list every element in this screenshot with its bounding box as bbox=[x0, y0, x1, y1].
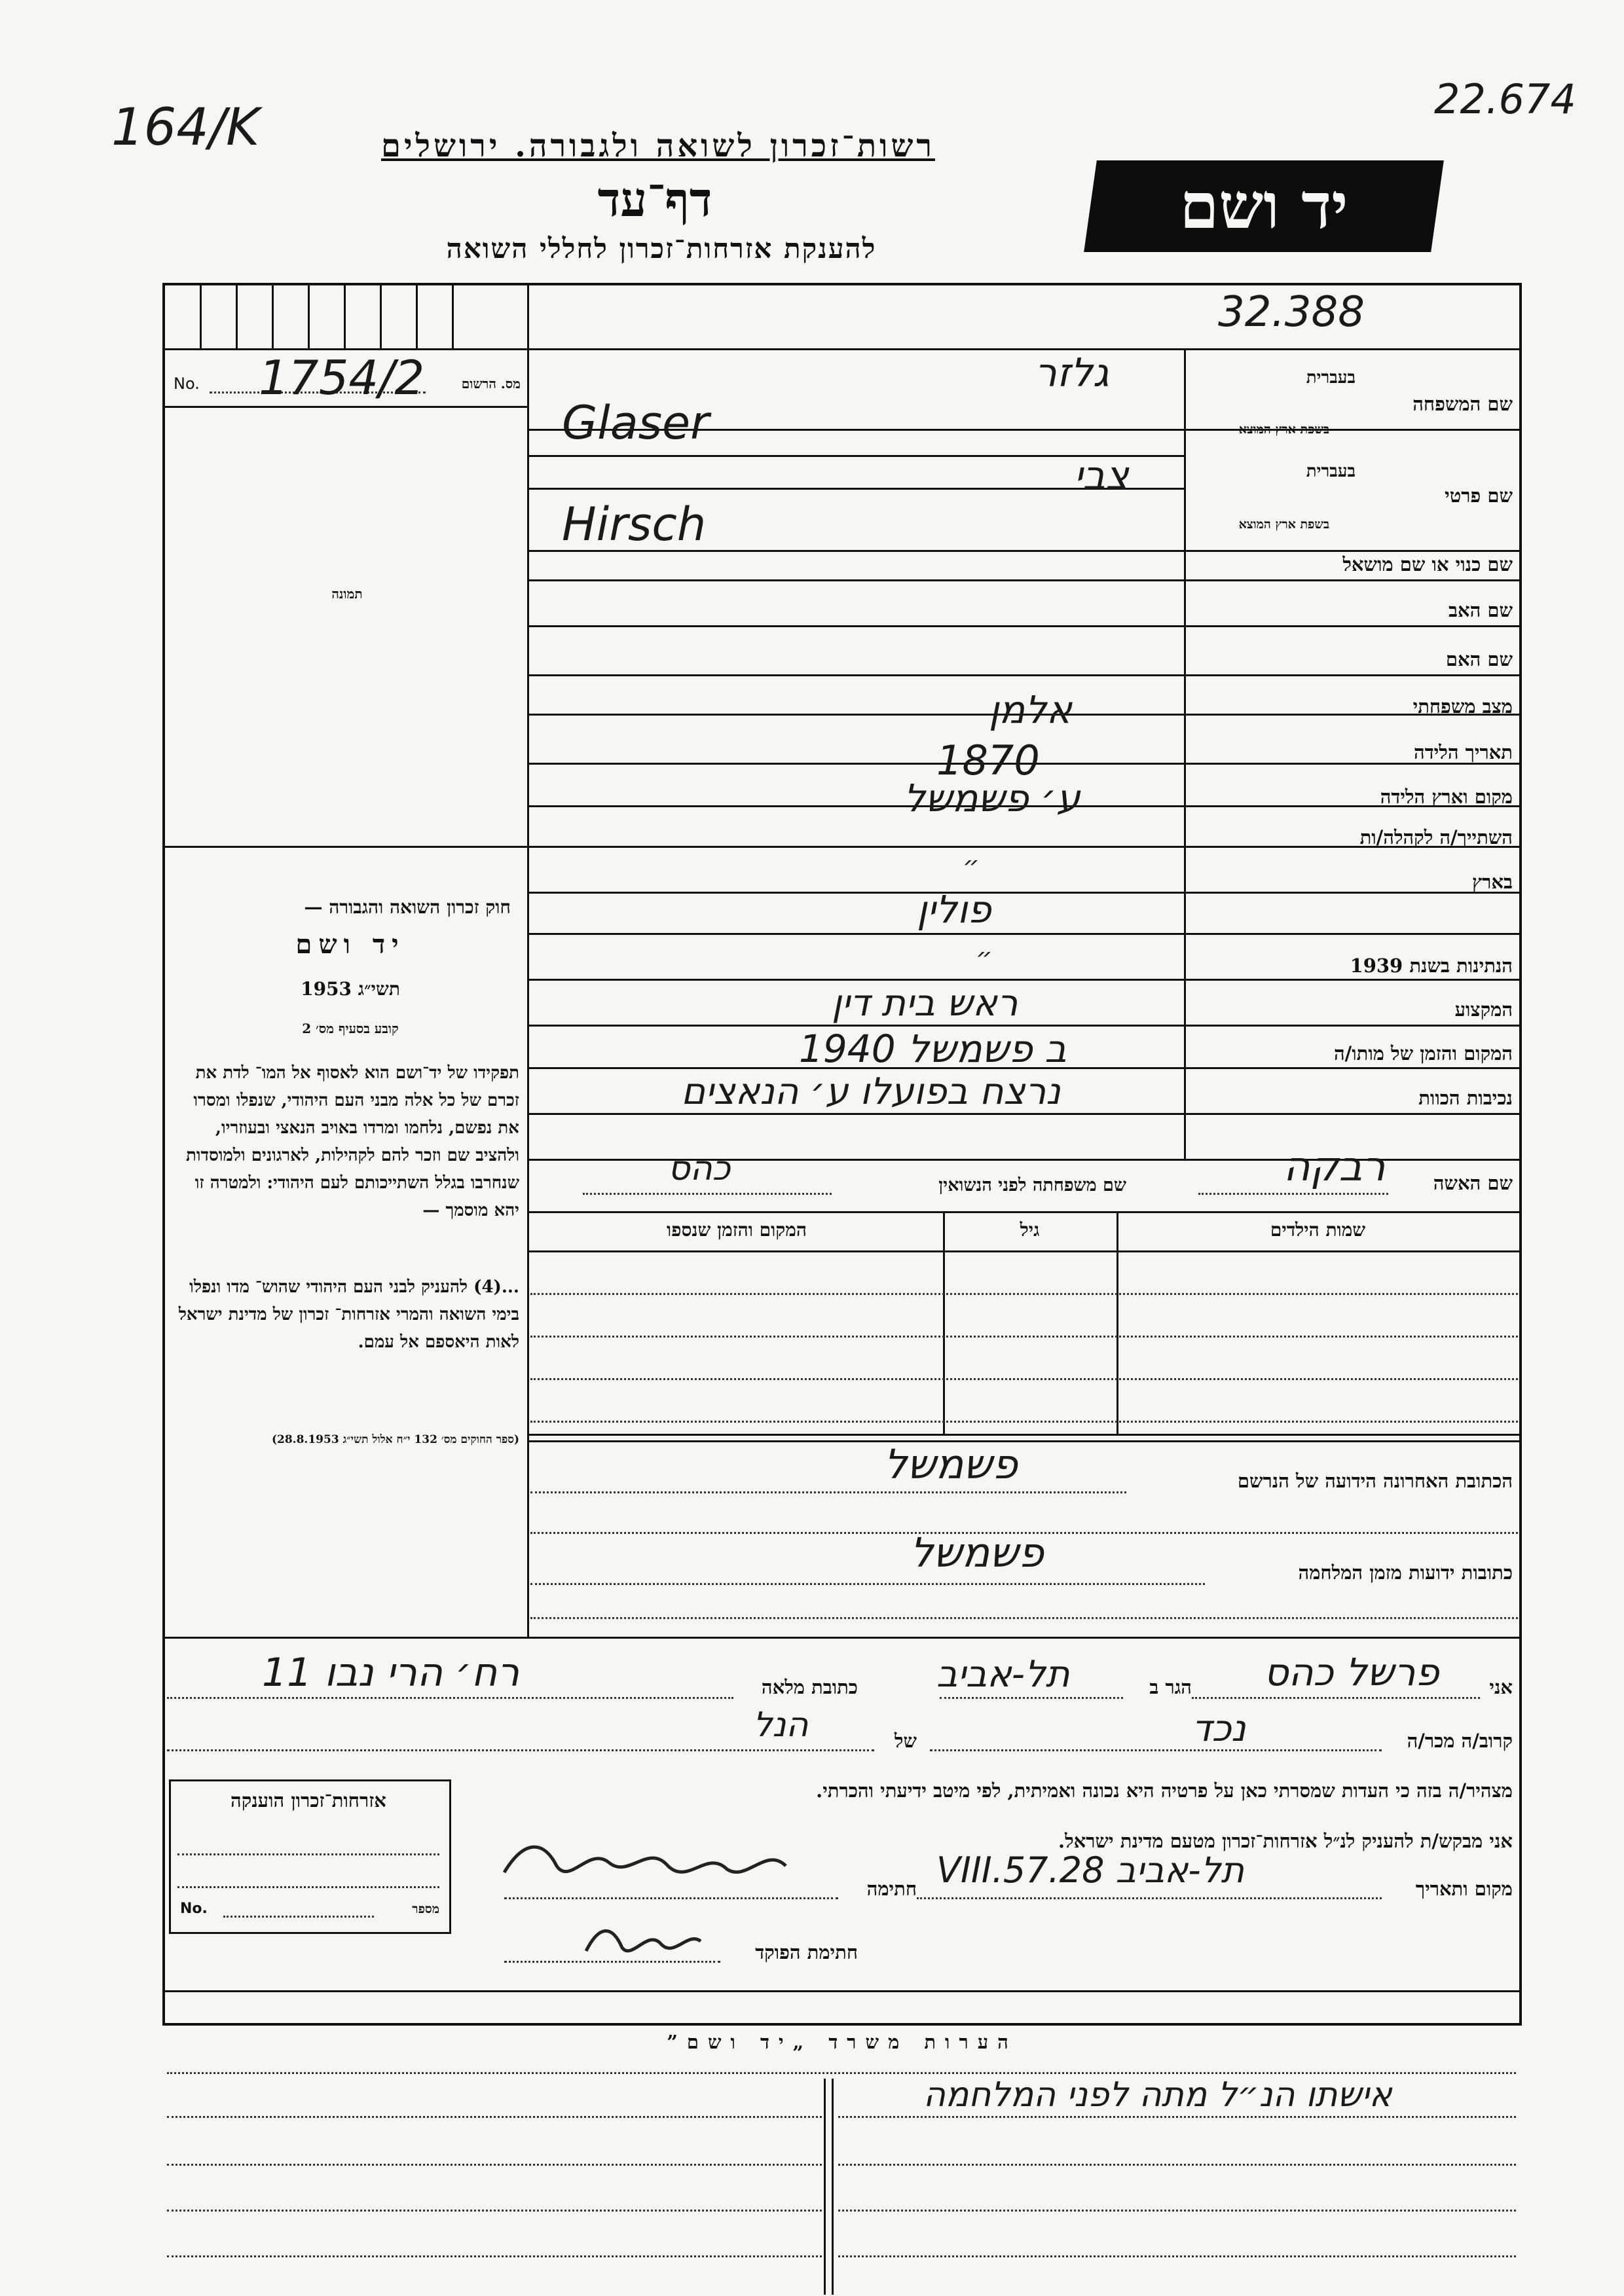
header-subtitle: להענקת אזרחות־זכרון לחללי השואה bbox=[446, 232, 877, 264]
official-label: חתימת הפוקד bbox=[755, 1941, 858, 1963]
children-col-names: שמות הילדים bbox=[1270, 1219, 1366, 1241]
resides-label: הגר ב bbox=[1149, 1676, 1192, 1698]
official-signature-scribble bbox=[576, 1918, 707, 1964]
address-value: רח׳ הרי נבו 11 bbox=[262, 1650, 520, 1696]
relative-label: קרוב/ה מכר/ה bbox=[1407, 1730, 1513, 1752]
death-value: ב פשמשל 1940 bbox=[799, 1027, 1067, 1071]
community-label: השתייך/ה לקהלה/ות bbox=[1359, 826, 1513, 848]
law-year: תשי״ג 1953 bbox=[301, 978, 400, 1000]
given-he-value: צבי bbox=[1074, 453, 1129, 499]
children-col-age: גיל bbox=[1020, 1219, 1040, 1241]
frame-left bbox=[162, 283, 165, 2024]
box-title: אזרחות־זכרון הוענקה bbox=[231, 1789, 386, 1812]
official-signature bbox=[576, 1918, 707, 1964]
nickname-label: שם כנוי או שם מושאל bbox=[1342, 553, 1513, 575]
box-no-en: No. bbox=[180, 1901, 208, 1917]
law-footnote: (ספר החוקים מס׳ 132 י״ח אלול תשי״ג 28.8.1953) bbox=[271, 1433, 519, 1446]
place-date-label: מקום ותאריך bbox=[1415, 1878, 1513, 1900]
reg-no-value: 1754/2 bbox=[259, 350, 425, 405]
war-address-label: כתובות ידועות מזמן המלחמה bbox=[1298, 1561, 1513, 1584]
surname-he-value: גלזר bbox=[1035, 350, 1109, 396]
last-address-label: הכתובת האחרונה הידועה של הנרשם bbox=[1237, 1470, 1513, 1492]
occupation-label: נכיבות הכוות bbox=[1418, 1087, 1513, 1109]
declaration-i-label: אני bbox=[1489, 1676, 1513, 1698]
corner-note-left: 164/K bbox=[111, 98, 260, 157]
surname-origin-label: בשפת ארץ המוצא bbox=[1238, 422, 1329, 437]
wife-label: שם האשה bbox=[1433, 1172, 1513, 1194]
corner-note-right: 22.674 bbox=[1434, 75, 1576, 123]
maiden-value: כהס bbox=[668, 1149, 731, 1188]
frame-right bbox=[1519, 283, 1522, 2024]
statement-1: מצהיר/ה בזה כי העדות שמסרתי כאן על פרטיה היא נכונה ואמיתית, לפי מיטב ידיעתי והכרתי. bbox=[816, 1779, 1513, 1802]
surname-origin-value: Glaser bbox=[562, 396, 709, 450]
country-label: בארץ bbox=[1472, 871, 1513, 893]
header-org-line: רשות־זכרון לשואה ולגבורה. ירושלים bbox=[380, 128, 936, 164]
law-title: חוק זכרון השואה והגבורה — bbox=[304, 896, 511, 918]
frame-bottom bbox=[162, 2023, 1522, 2026]
of-value: הנל bbox=[753, 1705, 809, 1745]
children-col-place: המקום והזמן שנספו bbox=[667, 1219, 807, 1241]
profession-label: המקצוע bbox=[1454, 998, 1513, 1021]
surname-label: שם המשפחה bbox=[1412, 393, 1513, 415]
country-value: פולין bbox=[917, 887, 991, 932]
reg-no-label-he: מס. הרשום bbox=[461, 376, 521, 392]
profession-value: ראש בית דין bbox=[832, 982, 1018, 1025]
community-value: ״ bbox=[963, 851, 980, 881]
given-origin-value: Hirsch bbox=[562, 498, 707, 551]
of-label: של bbox=[894, 1730, 917, 1752]
given-origin-label: בשפת ארץ המוצא bbox=[1238, 517, 1329, 532]
war-address-value: פשמשל bbox=[910, 1529, 1044, 1576]
note-1: אישתו הנ״ל מתה לפני המלחמה bbox=[923, 2075, 1392, 2115]
citizenship-value: ״ bbox=[976, 943, 993, 973]
logo-text: יד ושם bbox=[1179, 169, 1348, 243]
statement-2: אני מבקש/ת להעניק לנ״ל אזרחות־זכרון מטעם מדינת ישראל. bbox=[1058, 1830, 1513, 1852]
birthdate-value: 1870 bbox=[936, 737, 1040, 784]
reg-no-label-en: No. bbox=[174, 374, 200, 393]
photo-label: תמונה bbox=[331, 586, 363, 602]
signature-scribble bbox=[498, 1833, 838, 1892]
label-column-divider bbox=[1184, 348, 1186, 1160]
signature-label: חתימה bbox=[866, 1878, 917, 1900]
law-clause: קובע בסעיף מס׳ 2 bbox=[302, 1021, 399, 1036]
father-label: שם האב bbox=[1448, 599, 1513, 621]
yad-vashem-logo bbox=[1084, 160, 1444, 252]
notes-title: הערות משרד „יד ושם” bbox=[667, 2031, 1018, 2053]
given-hebrew-label: בעברית bbox=[1306, 462, 1356, 481]
box-no-he: מספר bbox=[412, 1902, 439, 1916]
relation-value: נכד bbox=[1192, 1707, 1246, 1750]
maiden-label: שם משפחתה לפני הנשואין bbox=[938, 1175, 1126, 1195]
wife-value: רבקה bbox=[1283, 1142, 1386, 1190]
birthplace-value: ע׳ פשמשל bbox=[904, 776, 1080, 820]
file-number: 32.388 bbox=[1218, 288, 1365, 337]
occupation-value: נרצח בפועלו ע׳ הנאצים bbox=[681, 1070, 1061, 1113]
death-label: המקום והזמן של מותו/ה bbox=[1333, 1042, 1513, 1065]
frame-top bbox=[162, 283, 1521, 285]
law-paragraph-1: תפקידו של יד־ושם הוא לאסוף אל המו־ לדת את זכרם של כל אלה מבני העם היהודי, שנפלו ומסרו את נפשם, נלחמו ומרדו באויב הנאצי ובעוזריו, ולהציב שם וזכר להם לקהילות, לארגונים ולמוסדות שנחרבו בגלל השתייכותם לעם היהודי: ולמטרה זו יהא מוסמך — bbox=[185, 1063, 519, 1220]
citizenship-granted-box bbox=[169, 1779, 451, 1934]
witness-name: פרשל כהס bbox=[1264, 1650, 1439, 1694]
last-address-value: פשמשל bbox=[884, 1440, 1018, 1488]
mother-label: שם האם bbox=[1445, 648, 1513, 670]
given-label: שם פרטי bbox=[1445, 484, 1513, 507]
header-title: דף־עד bbox=[597, 172, 712, 227]
place-date-value: תל-אביב 28.VIII.57 bbox=[936, 1850, 1244, 1891]
law-name: יד ושם bbox=[295, 929, 405, 960]
marital-value: אלמן bbox=[989, 687, 1072, 732]
city-value: תל-אביב bbox=[936, 1653, 1070, 1696]
birthdate-label: תאריך הלידה bbox=[1414, 741, 1513, 763]
signature-value bbox=[498, 1833, 838, 1892]
citizenship-label: הנתינות בשנת 1939 bbox=[1350, 955, 1513, 977]
marital-label: מצב משפחתי bbox=[1412, 695, 1513, 718]
birthplace-label: מקום וארץ הלידה bbox=[1380, 786, 1513, 808]
law-paragraph-2: ...(4) להעניק לבני העם היהודי שהוש־ מדו ונפלו בימי השואה והמרי אזרחות־ זכרון של מדינת ישראל לאות היאספם אל עמם. bbox=[178, 1277, 519, 1352]
address-label: כתובת מלאה bbox=[761, 1676, 858, 1698]
surname-hebrew-label: בעברית bbox=[1306, 368, 1356, 388]
